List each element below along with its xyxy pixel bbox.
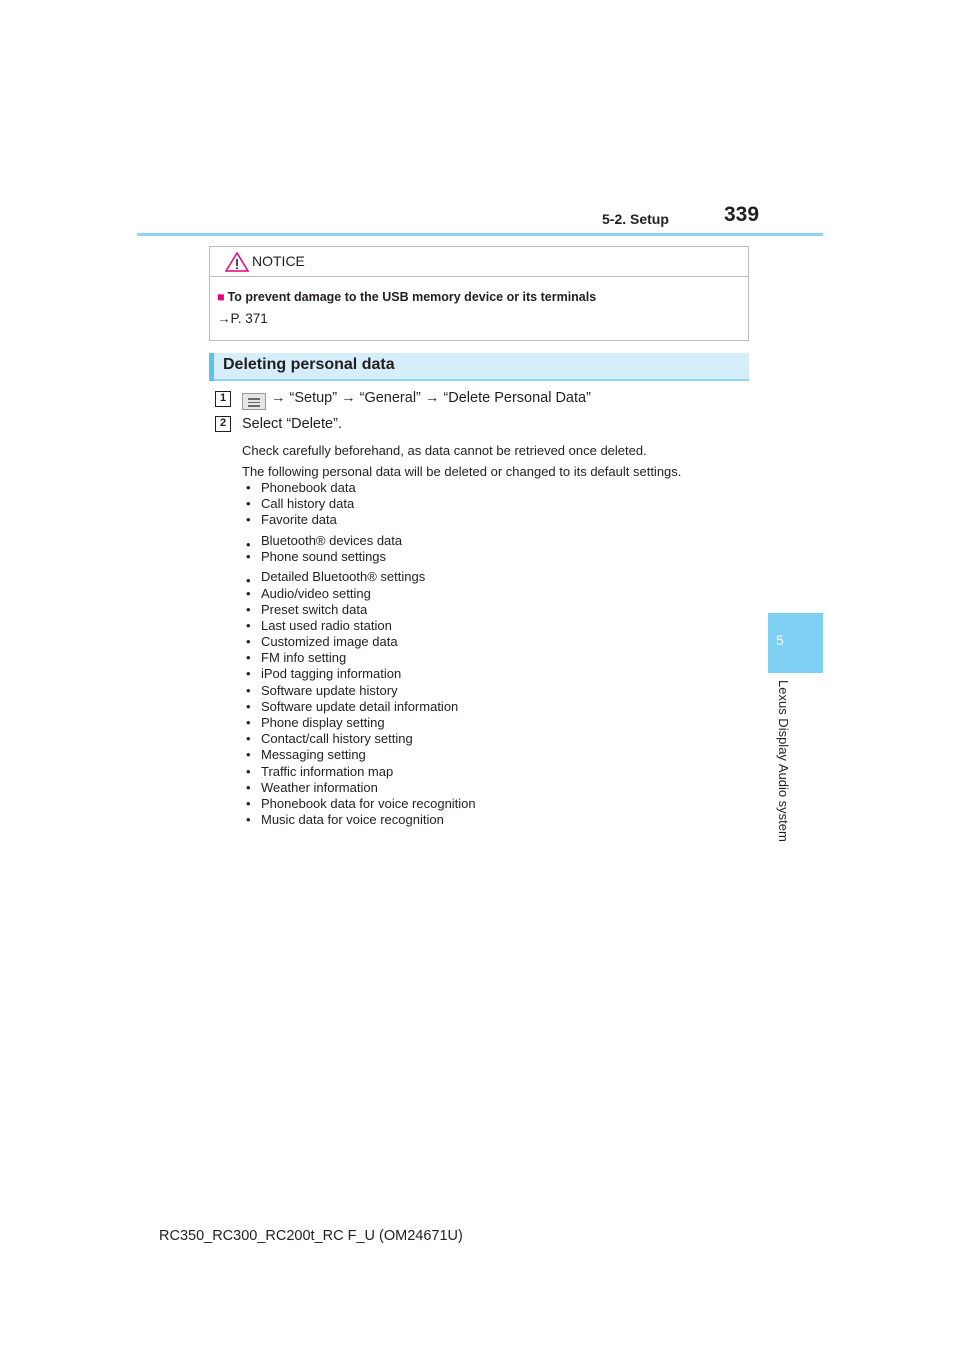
bullet: • — [246, 763, 251, 779]
bullet: • — [246, 585, 251, 601]
list-item: • Bluetooth® devices data — [246, 529, 476, 549]
list-item: • Contact/call history setting — [246, 731, 413, 747]
list-item: • Phonebook data for voice recognition — [246, 795, 476, 811]
notice-item — [217, 290, 596, 304]
bullet: • — [246, 634, 251, 650]
list-item: • Customized image data — [246, 634, 398, 650]
section-header — [209, 353, 749, 381]
bullet: • — [246, 601, 251, 617]
bullet: • — [246, 573, 251, 589]
bullet: • — [246, 536, 251, 552]
bullet: • — [246, 795, 251, 811]
list-item: • Weather information — [246, 779, 378, 795]
list-item: • Messaging setting — [246, 747, 366, 763]
notice-title: NOTICE — [252, 253, 305, 269]
step-1-text: → “Setup” → “General” → “Delete Personal Data” — [271, 390, 591, 406]
notice-box — [209, 246, 749, 341]
bullet: • — [246, 650, 251, 666]
bullet: • — [246, 496, 251, 512]
list-item: • FM info setting — [246, 650, 347, 666]
header-rule — [137, 233, 823, 236]
step-1-number: 1 — [215, 391, 231, 407]
notice-header — [210, 247, 748, 277]
header-section-title: 5-2. Setup — [602, 211, 669, 227]
bullet: • — [246, 715, 251, 731]
list-item: • iPod tagging information — [246, 666, 402, 682]
bullet: • — [246, 666, 251, 682]
list-item: • Music data for voice recognition — [246, 812, 444, 828]
bullet: • — [246, 617, 251, 633]
list-item: • Phone display setting — [246, 715, 385, 731]
page-number: 339 — [724, 203, 760, 226]
magenta-square-bullet-icon: ■ — [217, 290, 225, 304]
list-item: • Call history data — [246, 496, 355, 512]
list-item: • Detailed Bluetooth® settings — [246, 565, 476, 585]
step-2-number: 2 — [215, 416, 231, 432]
footer-model-code: RC350_RC300_RC200t_RC F_U (OM24671U) — [159, 1228, 463, 1244]
bullet: • — [246, 698, 251, 714]
list-item: • Preset switch data — [246, 601, 368, 617]
list-item: • Traffic information map — [246, 763, 394, 779]
list-item: • Phonebook data — [246, 480, 356, 495]
bullet: • — [246, 682, 251, 698]
warning-triangle-icon — [225, 252, 249, 272]
list-item: • Software update detail information — [246, 698, 459, 714]
notice-reference: →P. 371 — [217, 311, 268, 326]
bullet: • — [246, 779, 251, 795]
caution-note: Check carefully beforehand, as data cannot be retrieved once deleted. — [242, 443, 647, 458]
chapter-tab-number: 5 — [776, 632, 784, 648]
bullet: • — [246, 731, 251, 747]
section-accent — [209, 353, 214, 381]
list-item: • Favorite data — [246, 512, 337, 528]
step-2-text: Select “Delete”. — [242, 416, 342, 432]
bullet: • — [246, 812, 251, 828]
bullet: • — [246, 548, 251, 564]
list-item: • Software update history — [246, 682, 398, 698]
bullet: • — [246, 480, 251, 495]
list-item: • Last used radio station — [246, 617, 392, 633]
list-item: • Phone sound settings — [246, 548, 387, 564]
bullet: • — [246, 747, 251, 763]
bullet: • — [246, 512, 251, 528]
section-title: Deleting personal data — [223, 356, 395, 373]
notice-item-title: To prevent damage to the USB memory device or its terminals — [227, 290, 597, 304]
chapter-title-vertical: Lexus Display Audio system — [776, 680, 791, 842]
deleted-data-list — [246, 480, 476, 828]
deleted-data-intro: The following personal data will be deleted or changed to its default settings. — [242, 464, 682, 479]
menu-button-icon — [242, 393, 266, 410]
list-item: • Audio/video setting — [246, 585, 371, 601]
